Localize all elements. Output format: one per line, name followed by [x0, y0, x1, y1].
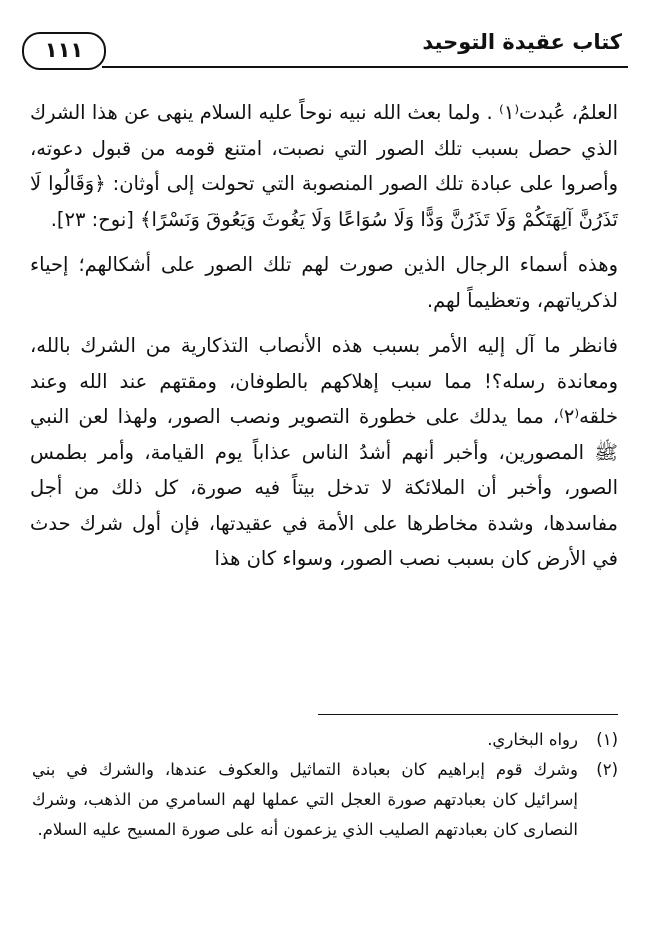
paragraph-2: وهذه أسماء الرجال الذين صورت لهم تلك الصور على أشكالهم؛ إحياء لذكرياتهم، وتعظيماً لهم.: [30, 253, 618, 312]
footnotes: [32, 725, 618, 845]
paragraph-3: فانظر ما آل إليه الأمر بسبب هذه الأنصاب التذكارية من الشرك بالله، ومعاندة رسله؟! مما سبب إهلاكهم بالطوفان، ومقتهم عند الله وعند خلقه⁽٢⁾، مما يدلك على خطورة التصوير ونصب الصور، ولهذا لعن النبي ﷺ المصورين، وأخبر أنهم أشدُ الناس عذاباً يوم القيامة، وأمر بطمس الصور، وأخبر أن الملائكة لا تدخل بيتاً فيه صورة، كل ذلك من أجل مفاسدها، وشدة مخاطرها على الأمة في عقيدتها، فإن أول شرك حدث في الأرض كان بسبب نصب الصور، وسواء كان هذا: [30, 334, 618, 570]
footnote-separator: [318, 714, 618, 715]
book-title: كتاب عقيدة التوحيد: [422, 30, 622, 54]
footnote-number: (٢): [596, 760, 618, 779]
quran-verse: ﴿وَقَالُوا لَا تَذَرُنَّ آلِهَتَكُمْ وَلَا تَذَرُنَّ وَدًّا وَلَا سُوَاعًا وَلَا يَغُوثَ وَيَعُوقَ وَنَسْرًا﴾: [30, 172, 618, 231]
verse-reference: [نوح: ٢٣].: [50, 207, 134, 231]
main-text: [30, 95, 618, 577]
paragraph-1: [30, 95, 618, 237]
footnote: [32, 725, 618, 755]
page-header: [22, 26, 628, 72]
footnote-number: (١): [596, 730, 618, 749]
header-rule: [102, 66, 628, 68]
footnote-text: وشرك قوم إبراهيم كان بعبادة التماثيل والعكوف عندها، والشرك في بني إسرائيل كان بعبادتهم صورة العجل التي عملها لهم السامري من الذهب، وشرك النصارى كان بعبادتهم الصليب الذي يزعمون أنه على صورة المسيح عليه السلام.: [32, 760, 578, 839]
page-number: ١١١: [22, 32, 106, 70]
footnote: [32, 755, 618, 845]
footnote-text: رواه البخاري.: [487, 730, 578, 749]
paragraph-1-text: العلمُ، عُبدت⁽١⁾ . ولما بعث الله نبيه نوحاً عليه السلام ينهى عن هذا الشرك الذي حصل بسبب تلك الصور التي نصبت، امتنع قومه من قبول دعوته، وأصروا على عبادة تلك الصور المنصوبة التي تحولت إلى أوثان:: [30, 101, 618, 195]
